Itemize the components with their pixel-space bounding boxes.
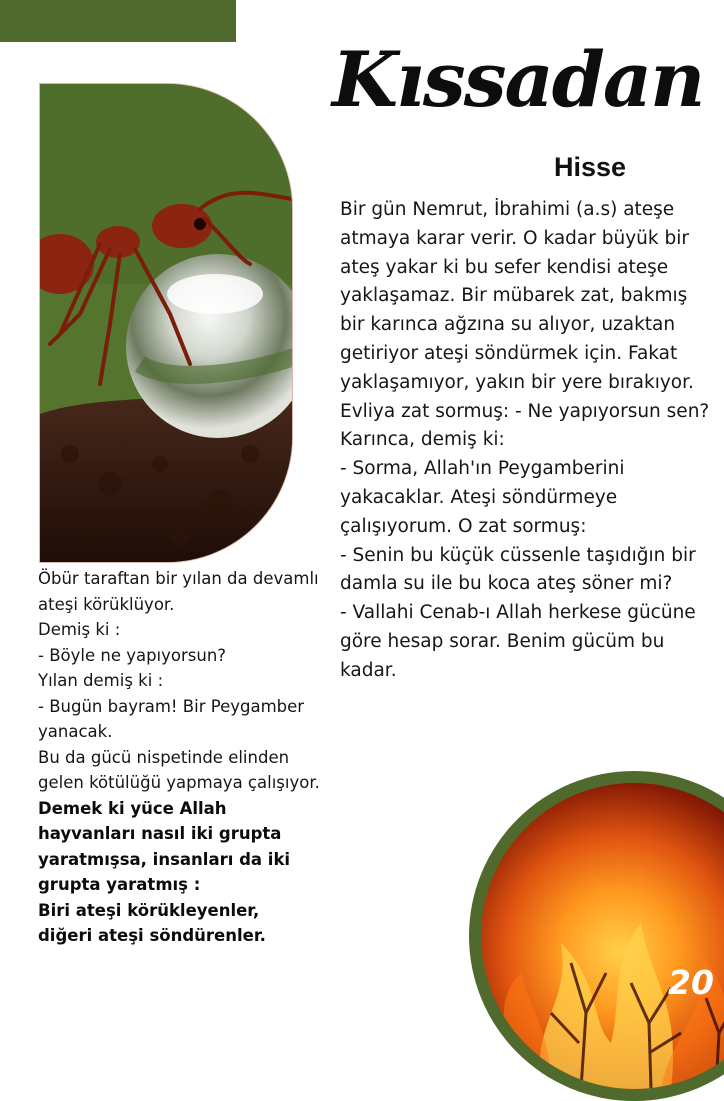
ant-water-drop-photo [39,83,293,563]
story-paragraph [38,745,328,898]
story-paragraph: - Senin bu küçük cüssenle taşıdığın bir damla su ile bu koca ateş söner mi? [340,544,696,595]
story-right-column [340,196,712,686]
story-paragraph: - Vallahi Cenab-ı Allah herkese gücüne göre hesap sorar. Benim gücüm bu kadar. [340,602,696,681]
top-accent-bar [0,0,236,42]
story-paragraph: - Sorma, Allah'ın Peygamberini yakacaklar. Ateşi söndürmeye çalışıyorum. O zat sormuş: [340,458,625,537]
story-paragraph: Karınca, demiş ki: [340,429,505,451]
page-title-sub: Hisse [554,152,627,182]
story-paragraph: Yılan demiş ki : [38,671,164,690]
story-moral-line: Biri ateşi körükleyenler, [38,900,260,920]
story-paragraph: Bir gün Nemrut, İbrahimi (a.s) ateşe atmaya karar verir. O kadar büyük bir ateş yakar ki bu sefer kendisi ateşe yaklaşamaz. Bir mübarek zat, bakmış bir karınca ağzına su alıyor, uzaktan getiriyor ateşi söndürmek için. Fakat yaklaşamıyor, yakın bir yere bırakıyor. Evliya zat sormuş: - Ne yapıyorsun sen? [340,199,710,422]
story-paragraph: Demiş ki : [38,620,121,639]
page-number: 20 [668,963,714,1002]
page-title-script: Kıssadan [332,35,704,124]
story-moral-line: diğeri ateşi söndürenler. [38,926,266,945]
story-text: Bu da gücü nispetinde elinden gelen kötülüğü yapmaya çalışıyor. [38,747,320,792]
story-moral-text: Demek ki yüce Allah hayvanları nasıl iki grupta yaratmışsa, insanları da iki grupta yaratmış : [38,798,291,894]
story-paragraph: - Böyle ne yapıyorsun? [38,645,227,665]
ant-illustration [40,84,292,562]
story-left-column [38,566,328,949]
fire-photo-ring [469,771,724,1101]
fire-forest-photo [481,783,724,1089]
fire-illustration [481,783,724,1089]
story-paragraph: Öbür taraftan bir yılan da devamlı ateşi körüklüyor. [38,569,319,614]
story-paragraph: - Bugün bayram! Bir Peygamber yanacak. [38,696,305,741]
